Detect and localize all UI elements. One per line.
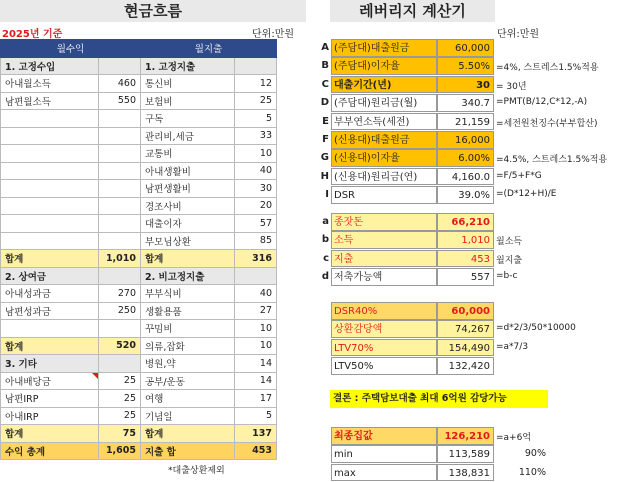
- expense-label: 합계: [141, 425, 235, 443]
- param-note: =(D*12+H)/E: [496, 189, 557, 200]
- range-value: 138,831: [437, 464, 494, 482]
- summary-note: 월소득: [496, 237, 523, 248]
- expense-label: 병원,약: [141, 355, 235, 373]
- income-label: 남편월소득: [1, 92, 99, 110]
- expense-header: 월지출: [141, 40, 277, 58]
- param-note: = 30년: [496, 81, 527, 92]
- param-letter: I: [325, 189, 329, 201]
- expense-label: 여행: [141, 390, 235, 408]
- final-note: =a+6억: [496, 433, 532, 443]
- loan-note: =d*2/3/50*10000: [496, 323, 576, 334]
- expense-value: 17: [235, 390, 277, 408]
- summary-note: =b-c: [496, 271, 518, 282]
- cashflow-row: [1, 355, 277, 373]
- summary-label: 지출: [331, 250, 437, 268]
- expense-label: 남편생활비: [141, 180, 235, 198]
- param-label: (신용대)대출원금: [331, 131, 437, 149]
- expense-label: 합계: [141, 250, 235, 268]
- param-value: 4,160.0: [437, 168, 494, 186]
- income-label: 1. 고정수입: [1, 57, 99, 75]
- expense-value: 10: [235, 145, 277, 163]
- expense-value: 12: [235, 75, 277, 93]
- param-letter: H: [320, 170, 329, 182]
- expense-value: 14: [235, 355, 277, 373]
- cashflow-table: [0, 39, 277, 460]
- expense-label: 2. 비고정지출: [141, 267, 235, 285]
- income-value: 1,010: [99, 250, 141, 268]
- cashflow-title: 현금흐름: [0, 0, 306, 22]
- cashflow-row: [1, 320, 277, 338]
- right-unit: 단위:만원: [497, 29, 540, 40]
- income-label: 아내배당금: [1, 372, 99, 390]
- summary-value: 453: [437, 250, 494, 268]
- cashflow-row: [1, 407, 277, 425]
- income-value: 1,605: [99, 442, 141, 460]
- income-label: [1, 110, 99, 128]
- param-value: 30: [437, 76, 494, 94]
- loan-value: 60,000: [437, 302, 494, 320]
- expense-value: 137: [235, 425, 277, 443]
- income-label: [1, 197, 99, 215]
- cashflow-row: [1, 425, 277, 443]
- param-value: 60,000: [437, 39, 494, 57]
- year-label: 2025년 기준: [2, 29, 63, 40]
- income-label: 합계: [1, 425, 99, 443]
- expense-value: 453: [235, 442, 277, 460]
- expense-label: 부부식비: [141, 285, 235, 303]
- expense-label: 교통비: [141, 145, 235, 163]
- loan-label: LTV70%: [331, 339, 437, 357]
- income-value: 520: [99, 337, 141, 355]
- expense-value: 10: [235, 337, 277, 355]
- range-label: max: [331, 464, 437, 482]
- summary-letter: c: [323, 252, 329, 264]
- summary-letter: d: [321, 271, 329, 283]
- income-value: [99, 110, 141, 128]
- income-header: 월수익: [1, 40, 141, 58]
- param-note: =4%, 스트레스1.5%적용: [496, 63, 599, 74]
- cashflow-row: [1, 337, 277, 355]
- left-unit: 단위:만원: [252, 29, 295, 40]
- income-value: [99, 197, 141, 215]
- cashflow-row: [1, 145, 277, 163]
- expense-label: 의류,잡화: [141, 337, 235, 355]
- cashflow-row: [1, 215, 277, 233]
- param-letter: A: [321, 42, 329, 53]
- expense-value: 27: [235, 302, 277, 320]
- cashflow-row: [1, 197, 277, 215]
- param-note: =4.5%, 스트레스1.5%적용: [496, 155, 608, 166]
- footnote: *대출상환제외: [168, 466, 225, 476]
- summary-label: 저축가능액: [331, 268, 437, 286]
- param-letter: C: [321, 78, 329, 90]
- income-label: [1, 215, 99, 233]
- cashflow-row: [1, 127, 277, 145]
- expense-label: 공부/운동: [141, 372, 235, 390]
- loan-value: 132,420: [437, 357, 494, 375]
- param-value: 5.50%: [437, 57, 494, 75]
- param-value: 16,000: [437, 131, 494, 149]
- income-label: 합계: [1, 337, 99, 355]
- income-label: [1, 145, 99, 163]
- param-label: 부부연소득(세전): [331, 113, 437, 131]
- income-label: 2. 상여금: [1, 267, 99, 285]
- expense-value: 14: [235, 372, 277, 390]
- income-value: [99, 355, 141, 373]
- expense-label: 구독: [141, 110, 235, 128]
- income-label: 아내IRP: [1, 407, 99, 425]
- param-label: 대출기간(년): [331, 76, 437, 94]
- income-value: 460: [99, 75, 141, 93]
- range-value: 113,589: [437, 445, 494, 463]
- expense-value: [235, 57, 277, 75]
- expense-label: 부모님상환: [141, 232, 235, 250]
- loan-value: 74,267: [437, 320, 494, 338]
- param-note: =PMT(B/12,C*12,-A): [496, 97, 588, 108]
- expense-value: 30: [235, 180, 277, 198]
- expense-label: 통신비: [141, 75, 235, 93]
- final-value: 126,210: [437, 427, 494, 445]
- param-label: DSR: [331, 186, 437, 204]
- expense-value: 40: [235, 285, 277, 303]
- param-label: (신용대)원리금(연): [331, 168, 437, 186]
- income-value: [99, 127, 141, 145]
- income-value: [99, 162, 141, 180]
- summary-value: 1,010: [437, 231, 494, 249]
- expense-value: 33: [235, 127, 277, 145]
- cashflow-row: [1, 442, 277, 460]
- income-label: 아내월소득: [1, 75, 99, 93]
- income-value: 25: [99, 407, 141, 425]
- expense-value: 20: [235, 197, 277, 215]
- loan-note: =a*7/3: [496, 341, 529, 352]
- summary-letter: a: [322, 216, 329, 227]
- income-value: [99, 267, 141, 285]
- expense-label: 지출 합: [141, 442, 235, 460]
- conclusion-banner: 결론 : 주택담보대출 최대 6억원 감당가능: [330, 390, 548, 408]
- income-value: [99, 232, 141, 250]
- cashflow-row: [1, 180, 277, 198]
- loan-label: 상환감당액: [331, 320, 437, 338]
- summary-label: 소득: [331, 231, 437, 249]
- income-value: [99, 57, 141, 75]
- expense-value: 25: [235, 92, 277, 110]
- expense-value: 5: [235, 407, 277, 425]
- param-note: =F/5+F*G: [496, 170, 542, 181]
- expense-label: 대출이자: [141, 215, 235, 233]
- param-value: 6.00%: [437, 149, 494, 167]
- income-value: 25: [99, 390, 141, 408]
- income-value: 25: [99, 372, 141, 390]
- income-value: 550: [99, 92, 141, 110]
- comment-marker: [92, 373, 98, 379]
- cashflow-row: [1, 110, 277, 128]
- cashflow-row: [1, 250, 277, 268]
- param-label: (주담대)대출원금: [331, 39, 437, 57]
- expense-label: 관리비,세금: [141, 127, 235, 145]
- expense-label: 기념일: [141, 407, 235, 425]
- expense-label: 꾸밈비: [141, 320, 235, 338]
- param-value: 21,159: [437, 113, 494, 131]
- expense-value: 40: [235, 162, 277, 180]
- income-value: 250: [99, 302, 141, 320]
- param-label: (신용대)이자율: [331, 149, 437, 167]
- income-value: [99, 320, 141, 338]
- expense-value: 57: [235, 215, 277, 233]
- income-label: [1, 180, 99, 198]
- final-label: 최종집값: [331, 427, 437, 445]
- income-label: 남편IRP: [1, 390, 99, 408]
- expense-label: 보험비: [141, 92, 235, 110]
- income-label: [1, 162, 99, 180]
- expense-label: 경조사비: [141, 197, 235, 215]
- income-label: 합계: [1, 250, 99, 268]
- param-note: =세전원천징수(부부합산): [496, 118, 598, 129]
- param-letter: E: [322, 115, 329, 127]
- expense-value: 10: [235, 320, 277, 338]
- cashflow-row: [1, 57, 277, 75]
- cashflow-row: [1, 75, 277, 93]
- income-label: 3. 기타: [1, 355, 99, 373]
- param-label: (주담대)원리금(월): [331, 94, 437, 112]
- cashflow-row: [1, 285, 277, 303]
- income-value: [99, 215, 141, 233]
- loan-label: DSR40%: [331, 302, 437, 320]
- income-value: 270: [99, 285, 141, 303]
- param-value: 340.7: [437, 94, 494, 112]
- summary-letter: b: [321, 234, 329, 246]
- income-value: [99, 145, 141, 163]
- range-pct: 90%: [524, 448, 546, 460]
- expense-value: 316: [235, 250, 277, 268]
- param-value: 39.0%: [437, 186, 494, 204]
- cashflow-row: [1, 92, 277, 110]
- param-letter: B: [321, 60, 329, 72]
- param-letter: F: [322, 134, 329, 145]
- income-value: 75: [99, 425, 141, 443]
- cashflow-row: [1, 302, 277, 320]
- range-pct: 110%: [518, 466, 546, 478]
- summary-value: 557: [437, 268, 494, 286]
- summary-label: 종잣돈: [331, 213, 437, 231]
- income-label: 수익 총계: [1, 442, 99, 460]
- param-letter: D: [320, 97, 329, 109]
- expense-label: 1. 고정지출: [141, 57, 235, 75]
- income-label: [1, 232, 99, 250]
- income-value: [99, 180, 141, 198]
- leverage-title: 레버리지 계산기: [330, 0, 495, 22]
- summary-note: 월지출: [496, 255, 523, 266]
- loan-value: 154,490: [437, 339, 494, 357]
- expense-label: 생활용품: [141, 302, 235, 320]
- range-label: min: [331, 445, 437, 463]
- cashflow-row: [1, 267, 277, 285]
- param-letter: G: [320, 152, 329, 164]
- param-label: (주담대)이자율: [331, 57, 437, 75]
- expense-value: [235, 267, 277, 285]
- income-label: 아내성과금: [1, 285, 99, 303]
- income-label: [1, 320, 99, 338]
- cashflow-row: [1, 162, 277, 180]
- cashflow-row: [1, 232, 277, 250]
- income-label: 남편성과금: [1, 302, 99, 320]
- loan-label: LTV50%: [331, 357, 437, 375]
- income-label: [1, 127, 99, 145]
- expense-value: 5: [235, 110, 277, 128]
- cashflow-row: [1, 390, 277, 408]
- cashflow-row: [1, 372, 277, 390]
- expense-label: 아내생활비: [141, 162, 235, 180]
- summary-value: 66,210: [437, 213, 494, 231]
- expense-value: 85: [235, 232, 277, 250]
